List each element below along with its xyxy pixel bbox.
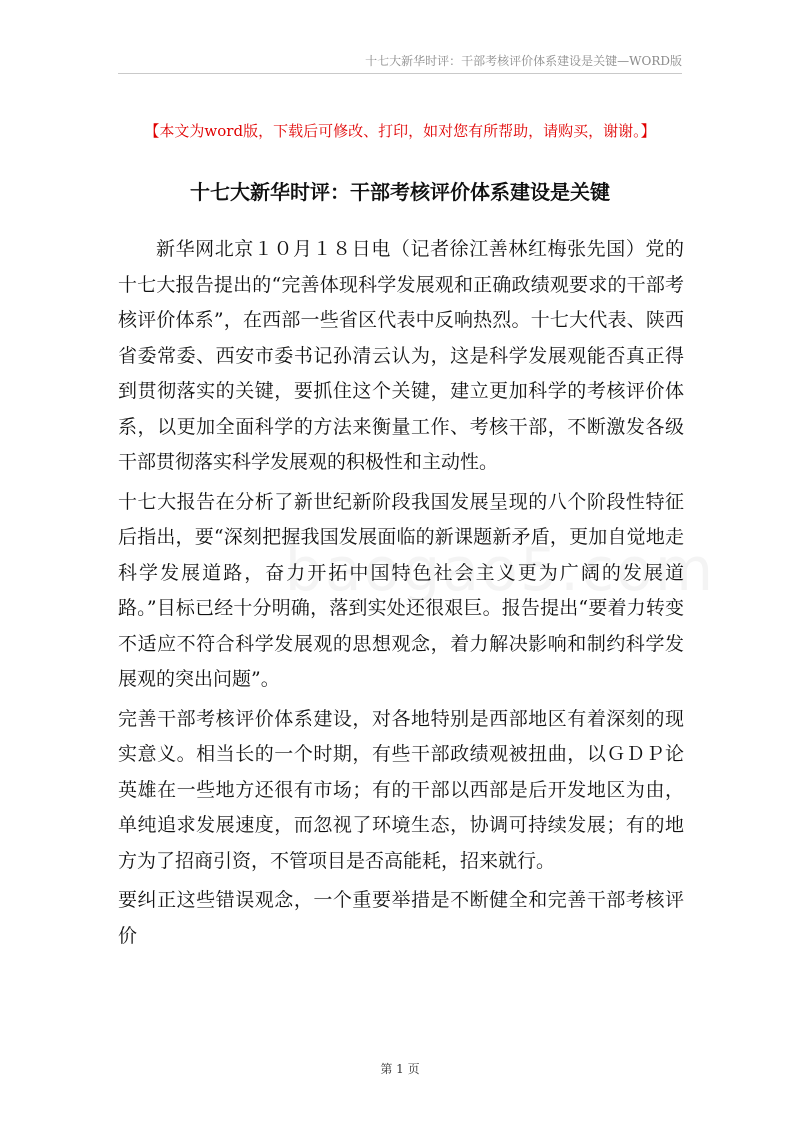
page-number: 第 1 页 [380, 1062, 420, 1076]
paragraph-3: 完善干部考核评价体系建设，对各地特别是西部地区有着深刻的现实意义。相当长的一个时期，有些干部政绩观被扭曲，以ＧＤＰ论英雄在一些地方还很有市场；有的干部以西部是后开发地区为由，单纯追求发展速度，而忽视了环境生态，协调可持续发展；有的地方为了招商引资，不管项目是否高能耗，招来就行。 [118, 707, 684, 872]
paragraph-4: 要纠正这些错误观念，一个重要举措是不断健全和完善干部考核评价 [118, 889, 684, 947]
word-version-notice: 【本文为word版，下载后可修改、打印，如对您有所帮助，请购买，谢谢。】 [144, 122, 656, 140]
document-body [118, 232, 684, 958]
document-title: 十七大新华时评：干部考核评价体系建设是关键 [190, 180, 610, 204]
paragraph-1: 新华网北京１０月１８日电（记者徐江善林红梅张先国）党的十七大报告提出的“完善体现科学发展观和正确政绩观要求的干部考核评价体系”，在西部一些省区代表中反响热烈。十七大代表、陕西省委常委、西安市委书记孙清云认为，这是科学发展观能否真正得到贯彻落实的关键，要抓住这个关键，建立更加科学的考核评价体系，以更加全面科学的方法来衡量工作、考核干部，不断激发各级干部贯彻落实科学发展观的积极性和主动性。 [118, 238, 684, 473]
header-divider [118, 73, 682, 74]
paragraph-2: 十七大报告在分析了新世纪新阶段我国发展呈现的八个阶段性特征后指出，要“深刻把握我国发展面临的新课题新矛盾，更加自觉地走科学发展道路，奋力开拓中国特色社会主义更为广阔的发展道路。”目标已经十分明确，落到实处还很艰巨。报告提出“要着力转变不适应不符合科学发展观的思想观念，着力解决影响和制约科学发展观的突出问题”。 [118, 490, 684, 690]
running-header: 十七大新华时评：干部考核评价体系建设是关键—WORD版 [365, 54, 682, 68]
